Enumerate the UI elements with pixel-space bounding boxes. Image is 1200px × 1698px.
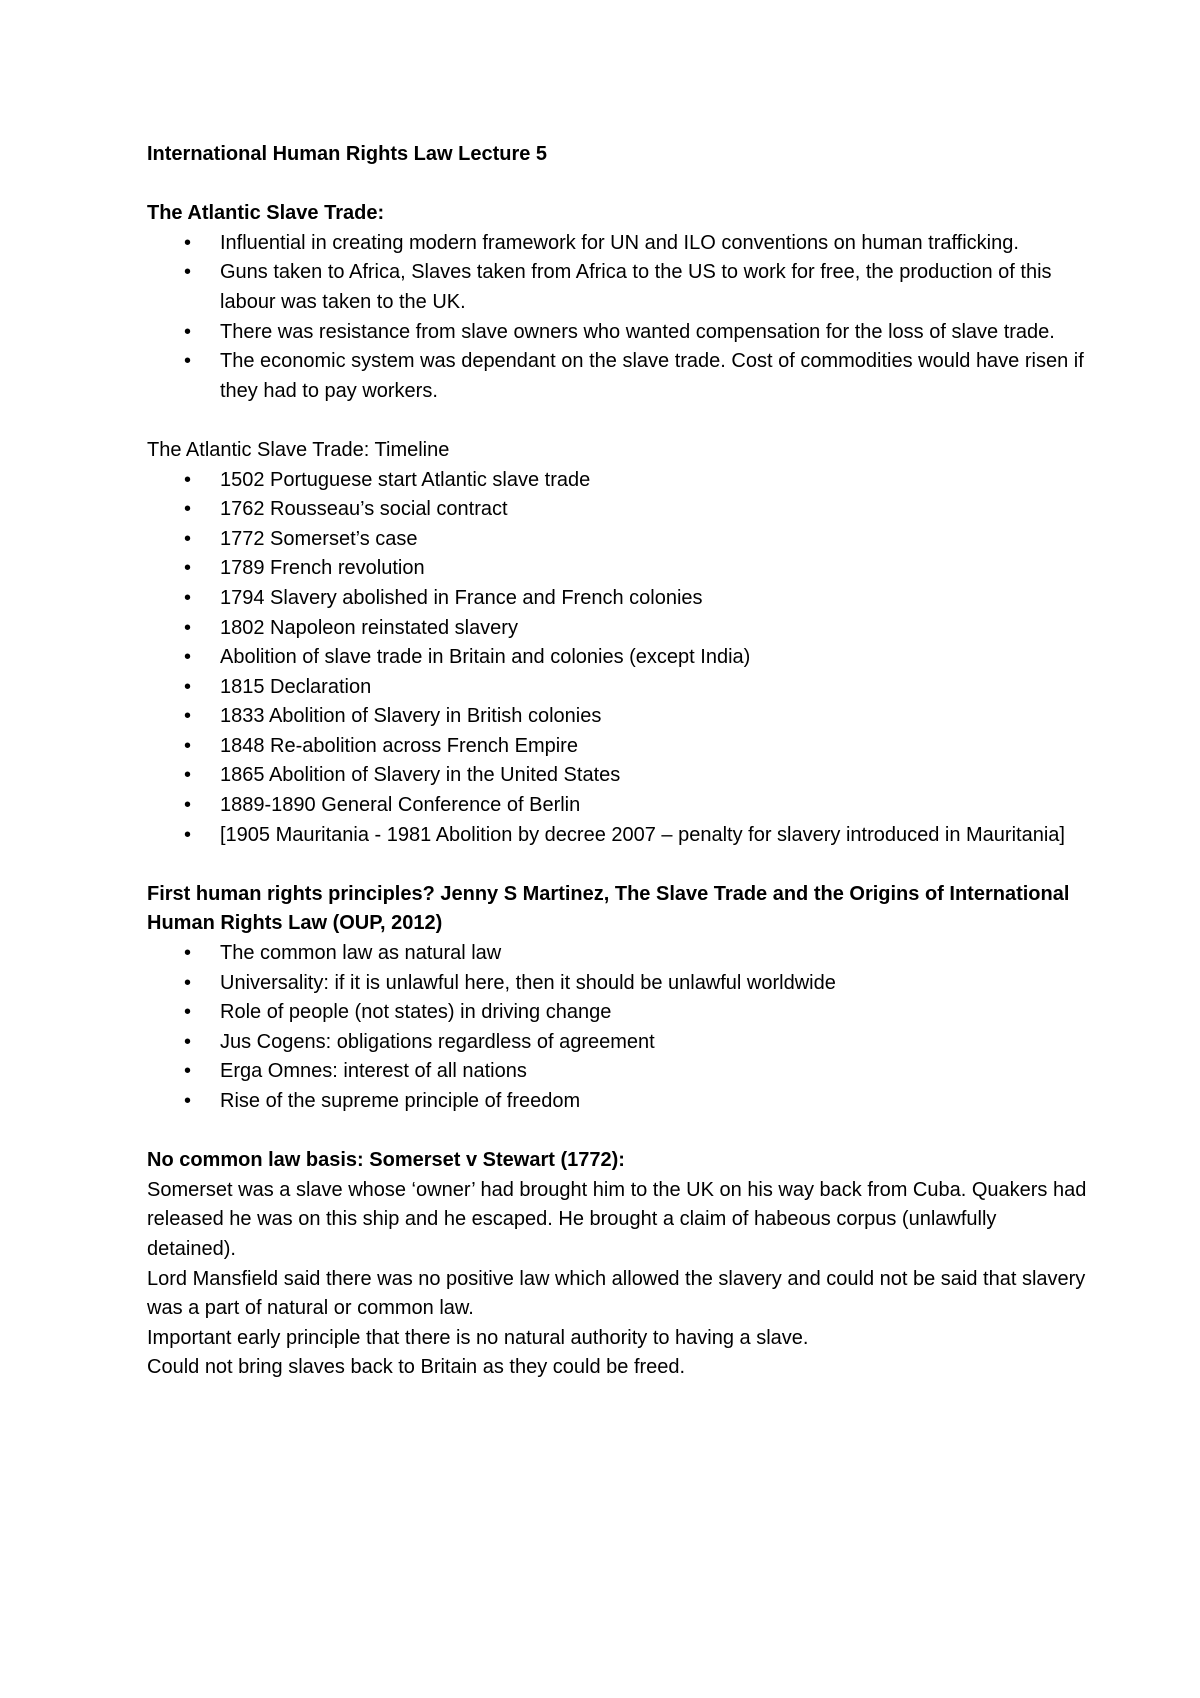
bullet-icon: •: [184, 616, 192, 639]
list-item: • 1762 Rousseau’s social contract: [147, 495, 1087, 525]
list-item: • Rise of the supreme principle of freedom: [147, 1087, 1087, 1117]
bullet-icon: •: [184, 527, 192, 550]
bullet-icon: •: [184, 971, 192, 994]
bullet-icon: •: [184, 557, 192, 580]
list-item: • 1815 Declaration: [147, 673, 1087, 703]
section-heading-somerset: No common law basis: Somerset v Stewart (1772):: [147, 1149, 625, 1172]
principles-bullet-list: [147, 939, 1087, 1117]
list-item: • The economic system was dependant on the slave trade. Cost of commodities would have risen if they had to pay workers.: [147, 347, 1087, 406]
slave-trade-bullet-list: [147, 229, 1087, 407]
bullet-icon: •: [184, 586, 192, 609]
list-item: • Role of people (not states) in driving change: [147, 998, 1087, 1028]
bullet-icon: •: [184, 646, 192, 669]
list-item: • 1789 French revolution: [147, 554, 1087, 584]
timeline-bullet-list: [147, 466, 1087, 851]
list-item: • Abolition of slave trade in Britain and colonies (except India): [147, 643, 1087, 673]
list-item: • Influential in creating modern framework for UN and ILO conventions on human trafficking.: [147, 229, 1087, 259]
list-item: • 1502 Portuguese start Atlantic slave trade: [147, 466, 1087, 496]
list-item: • 1889-1890 General Conference of Berlin: [147, 791, 1087, 821]
bullet-icon: •: [184, 705, 192, 728]
list-item: • The common law as natural law: [147, 939, 1087, 969]
bullet-icon: •: [184, 261, 192, 284]
section-heading-principles: First human rights principles? Jenny S Martinez, The Slave Trade and the Origins of International Human Rights Law (OUP, 2012): [147, 882, 1070, 935]
document-title: International Human Rights Law Lecture 5: [147, 143, 548, 165]
bullet-icon: •: [184, 794, 192, 817]
bullet-icon: •: [184, 498, 192, 521]
bullet-icon: •: [184, 1090, 192, 1112]
list-item: • Guns taken to Africa, Slaves taken from Africa to the US to work for free, the production of this labour was taken to the UK.: [147, 258, 1087, 317]
list-item: • Erga Omnes: interest of all nations: [147, 1057, 1087, 1087]
list-item: • 1772 Somerset’s case: [147, 525, 1087, 555]
bullet-icon: •: [184, 1060, 192, 1083]
bullet-icon: •: [184, 823, 192, 846]
list-item: • 1802 Napoleon reinstated slavery: [147, 614, 1087, 644]
bullet-icon: •: [184, 350, 192, 373]
bullet-icon: •: [184, 764, 192, 787]
bullet-icon: •: [184, 734, 192, 757]
paragraph: Important early principle that there is no natural authority to having a slave.: [147, 1326, 809, 1349]
bullet-icon: •: [184, 1001, 192, 1024]
paragraph: Could not bring slaves back to Britain as they could be freed.: [147, 1356, 686, 1379]
list-item: • [1905 Mauritania - 1981 Abolition by decree 2007 – penalty for slavery introduced in Mauritania]: [147, 821, 1087, 851]
bullet-icon: •: [184, 231, 192, 254]
bullet-icon: •: [184, 675, 192, 698]
paragraph: Somerset was a slave whose ‘owner’ had brought him to the UK on his way back from Cuba. Quakers had released he was on this ship and he escaped. He brought a claim of habeous corpus (unlawfully detained).: [147, 1178, 1087, 1260]
list-item: • 1865 Abolition of Slavery in the United States: [147, 761, 1087, 791]
list-item: • 1848 Re-abolition across French Empire: [147, 732, 1087, 762]
document-page: [147, 140, 1087, 1383]
bullet-icon: •: [184, 468, 192, 491]
paragraph: Lord Mansfield said there was no positive law which allowed the slavery and could not be said that slavery was a part of natural or common law.: [147, 1267, 1086, 1320]
list-item: • 1833 Abolition of Slavery in British colonies: [147, 702, 1087, 732]
bullet-icon: •: [184, 1030, 192, 1053]
list-item: • Jus Cogens: obligations regardless of agreement: [147, 1028, 1087, 1058]
list-item: • There was resistance from slave owners who wanted compensation for the loss of slave trade.: [147, 318, 1087, 348]
bullet-icon: •: [184, 942, 192, 965]
section-heading-slave-trade: The Atlantic Slave Trade:: [147, 202, 385, 225]
bullet-icon: •: [184, 320, 192, 343]
section-heading-timeline: The Atlantic Slave Trade: Timeline: [147, 438, 450, 461]
list-item: • 1794 Slavery abolished in France and French colonies: [147, 584, 1087, 614]
list-item: • Universality: if it is unlawful here, then it should be unlawful worldwide: [147, 969, 1087, 999]
